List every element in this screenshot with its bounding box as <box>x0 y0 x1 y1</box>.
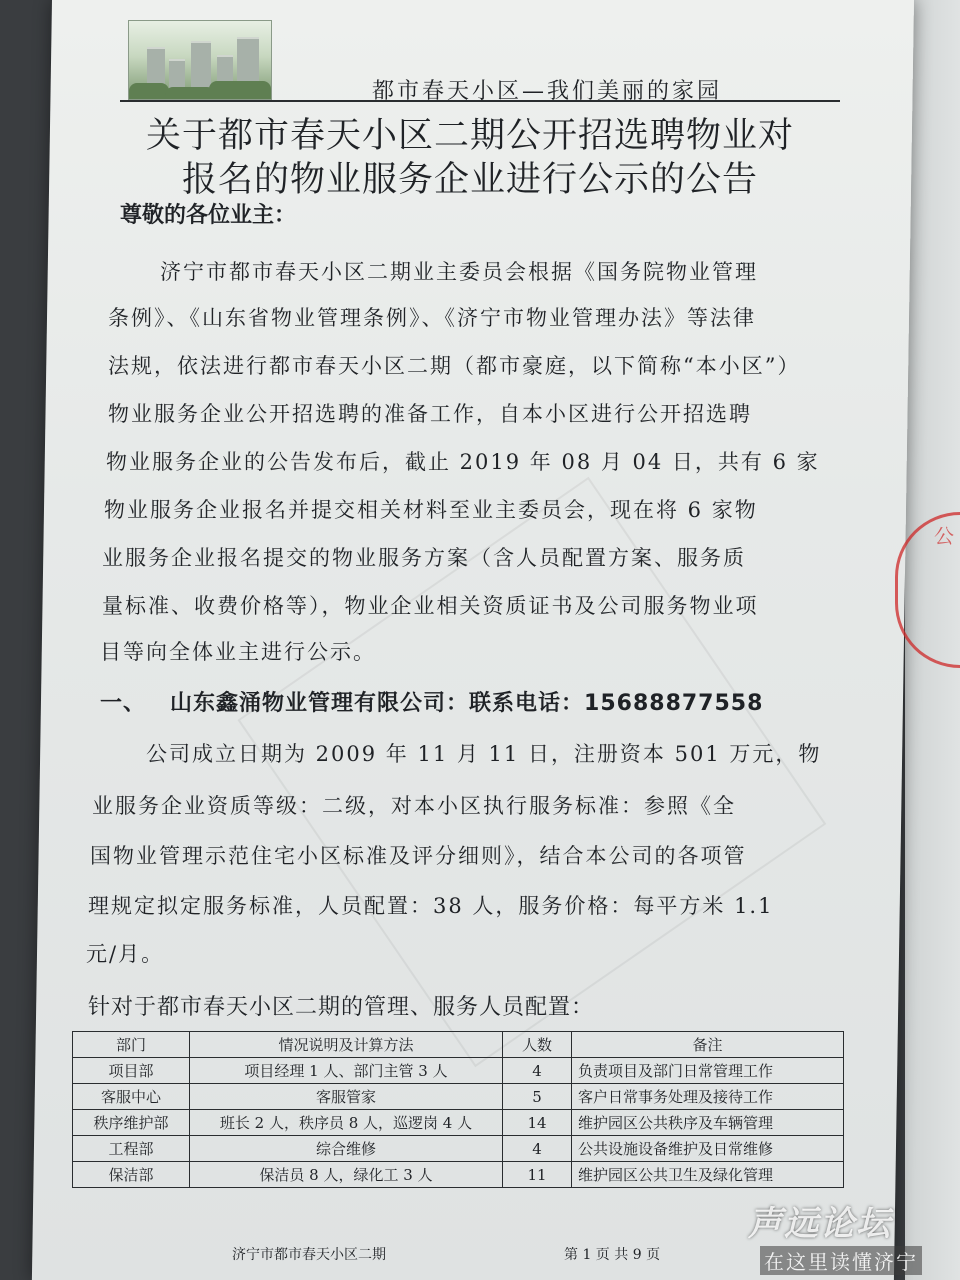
company-line: 公司成立日期为 2009 年 11 月 11 日，注册资本 501 万元，物 <box>146 742 822 766</box>
section-number: 一、 <box>100 691 147 716</box>
col-header-count: 人数 <box>503 1032 572 1058</box>
staffing-table <box>72 1031 844 1188</box>
cell-count: 5 <box>503 1084 572 1110</box>
cell-notes: 维护园区公共秩序及车辆管理 <box>572 1110 844 1136</box>
table-row <box>73 1110 844 1136</box>
cell-desc: 客服管家 <box>190 1084 503 1110</box>
cell-dept: 保洁部 <box>73 1162 190 1188</box>
cell-dept: 项目部 <box>73 1058 190 1084</box>
header-slogan: 都市春天小区—我们美丽的家园 <box>372 79 723 104</box>
table-row <box>73 1084 844 1110</box>
intro-line: 物业服务企业公开招选聘的准备工作，自本小区进行公开招选聘 <box>108 402 752 426</box>
intro-line: 济宁市都市春天小区二期业主委员会根据《国务院物业管理 <box>160 260 758 284</box>
cell-desc: 班长 2 人，秩序员 8 人，巡逻岗 4 人 <box>190 1110 503 1136</box>
notice-title-line-2: 报名的物业服务企业进行公示的公告 <box>181 160 758 200</box>
red-seal-text: 公 <box>934 524 954 548</box>
cell-count: 4 <box>503 1058 572 1084</box>
cell-notes: 客户日常事务处理及接待工作 <box>572 1084 844 1110</box>
table-row <box>73 1058 844 1084</box>
company-line: 元/月。 <box>86 942 165 966</box>
company-line: 理规定拟定服务标准，人员配置：38 人，服务价格：每平方米 1.1 <box>88 894 774 918</box>
cell-notes: 公共设施设备维护及日常维修 <box>572 1136 844 1162</box>
forum-watermark-subtitle: 在这里读懂济宁 <box>760 1246 922 1275</box>
cell-dept: 工程部 <box>73 1136 190 1162</box>
company-line: 业服务企业资质等级：二级，对本小区执行服务标准：参照《全 <box>92 794 736 818</box>
table-row <box>73 1136 844 1162</box>
cell-desc: 综合维修 <box>190 1136 503 1162</box>
col-header-dept: 部门 <box>73 1032 190 1058</box>
company-name: 山东鑫涌物业管理有限公司：联系电话： <box>170 691 585 716</box>
table-row <box>73 1162 844 1188</box>
table-caption: 针对于都市春天小区二期的管理、服务人员配置： <box>88 995 595 1020</box>
contact-phone: 15688877558 <box>584 691 764 716</box>
intro-line: 条例》、《山东省物业管理条例》、《济宁市物业管理办法》等法律 <box>108 306 756 330</box>
cell-dept: 客服中心 <box>73 1084 190 1110</box>
intro-line: 量标准、收费价格等），物业企业相关资质证书及公司服务物业项 <box>102 594 759 618</box>
greeting: 尊敬的各位业主： <box>120 203 297 228</box>
intro-line: 法规，依法进行都市春天小区二期（都市豪庭，以下简称“本小区”） <box>108 354 801 378</box>
community-logo-image <box>128 20 272 100</box>
forum-watermark-title: 声远论坛 <box>748 1204 892 1244</box>
cell-dept: 秩序维护部 <box>73 1110 190 1136</box>
cell-desc: 保洁员 8 人，绿化工 3 人 <box>190 1162 503 1188</box>
cell-count: 14 <box>503 1110 572 1136</box>
page-number: 第 1 页 共 9 页 <box>564 1247 661 1263</box>
cell-notes: 负责项目及部门日常管理工作 <box>572 1058 844 1084</box>
intro-line: 业服务企业报名提交的物业服务方案（含人员配置方案、服务质 <box>102 546 746 570</box>
col-header-desc: 情况说明及计算方法 <box>190 1032 503 1058</box>
header-rule <box>120 100 840 102</box>
cell-notes: 维护园区公共卫生及绿化管理 <box>572 1162 844 1188</box>
cell-desc: 项目经理 1 人、部门主管 3 人 <box>190 1058 503 1084</box>
notice-title-line-1: 关于都市春天小区二期公开招选聘物业对 <box>145 116 794 156</box>
col-header-notes: 备注 <box>572 1032 844 1058</box>
table-header-row <box>73 1032 844 1058</box>
intro-line: 物业服务企业的公告发布后，截止 2019 年 08 月 04 日，共有 6 家 <box>106 450 820 474</box>
footer-left: 济宁市都市春天小区二期 <box>232 1247 386 1263</box>
cell-count: 11 <box>503 1162 572 1188</box>
intro-line: 物业服务企业报名并提交相关材料至业主委员会，现在将 6 家物 <box>104 498 758 522</box>
section-1-heading <box>100 686 763 717</box>
company-line: 国物业管理示范住宅小区标准及评分细则》，结合本公司的各项管 <box>90 844 747 868</box>
cell-count: 4 <box>503 1136 572 1162</box>
intro-line: 目等向全体业主进行公示。 <box>100 640 376 664</box>
